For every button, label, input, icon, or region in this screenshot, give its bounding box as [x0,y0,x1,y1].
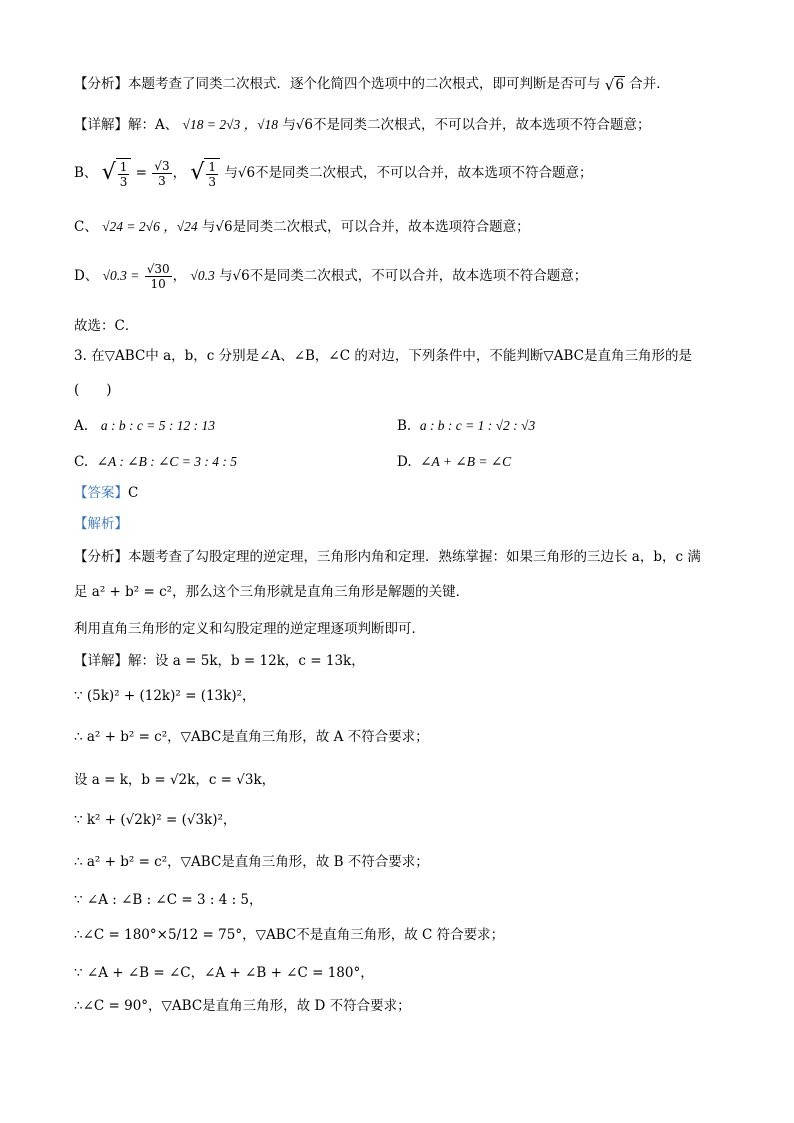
q3-step-3: ∴ a² + b² = c²，▽ABC是直角三角形，故 A 不符合要求； [74,729,429,745]
detail-c-rest: 与√6是同类二次根式，可以合并，故本选项符合题意； [201,219,530,235]
math-sqrt0.3: √0.3 = [102,268,140,283]
option-c: C. ∠A : ∠B : ∠C = 3 : 4 : 5 [74,454,238,470]
math-sqrt18: √18 = 2√3 ，√18 [182,117,279,132]
q3-step-8: ∴∠C = 180°×5/12 = 75°，▽ABC不是直角三角形，故 C 符合要求； [74,927,505,943]
q2-detail-a: 【详解】解：A、 √18 = 2√3 ，√18 与√6不是同类二次根式，不可以合并，故本选项不符合题意； [74,117,651,133]
math-sqrt24: √24 = 2√6 ，√24 [102,219,198,234]
analysis-tag: 【分析】 [74,76,128,92]
q3-step-9: ∵ ∠A + ∠B = ∠C，∠A + ∠B + ∠C = 180°， [74,965,374,981]
q2-detail-b: B、 √ $\frac{1}{3}$ = $\frac{√3}{3}$ ， √ $\frac{1}{3}$ 与√6不是同类二次根式，不可以合并，故本选项不符合题意； [74,159,593,189]
detail-a-rest: 与√6不是同类二次根式，不可以合并，故本选项不符合题意； [282,117,651,133]
q3-analysis-1: 【分析】本题考查了勾股定理的逆定理，三角形内角和定理．熟练掌握：如果三角形的三边长 a，b，c 满 [74,549,701,565]
option-b: B. a : b : c = 1 : √2 : √3 [397,418,536,434]
answer-value: C [128,485,139,501]
sqrt-6: √ 6 [604,75,624,94]
q2-detail-c: C、 √24 = 2√6 ，√24 与√6是同类二次根式，可以合并，故本选项符合题意； [74,219,530,235]
q2-choose: 故选：C． [74,318,139,334]
option-d: D. ∠A + ∠B = ∠C [397,454,512,470]
q3-stem: 3. 在▽ABC中 a，b，c 分别是∠A、∠B，∠C 的对边，下列条件中，不能判断▽ABC是直角三角形的是 [74,348,692,364]
q3-analysis-2: 足 a² + b² = c²，那么这个三角形就是直角三角形是解题的关键． [74,584,470,600]
q3-answer [74,483,138,503]
q2-detail-d: D、 √0.3 = $\frac{√30}{10}$ ， √0.3 与√6不是同类二次根式，不可以合并，故本选项不符合题意； [74,262,588,291]
detail-d-rest: 与√6不是同类二次根式，不可以合并，故本选项不符合题意； [219,268,588,284]
math-frac-sqrt3-3: $\frac{√3}{3}$ [154,159,170,188]
analysis-text: 本题考查了同类二次根式．逐个化简四个选项中的二次根式，即可判断是否可与 [128,76,601,92]
math-sqrt-1-3: √ $\frac{1}{3}$ [102,158,132,189]
q3-step-2: ∵ (5k)² + (12k)² = (13k)²， [74,688,256,704]
q3-paren: ( ) [74,382,112,398]
analysis-tail: 合并． [629,76,670,92]
q3-step-7: ∵ ∠A : ∠B : ∠C = 3 : 4 : 5， [74,892,263,908]
detail-b-rest: 与√6不是同类二次根式，不可以合并，故本选项不符合题意； [224,165,593,181]
q3-step-1: 【详解】解：设 a = 5k，b = 12k，c = 13k， [74,653,365,669]
q3-analysis-3: 利用直角三角形的定义和勾股定理的逆定理逐项判断即可． [74,621,425,637]
q3-explain-tag: 【解析】 [74,516,128,532]
q3-step-6: ∴ a² + b² = c²，▽ABC是直角三角形，故 B 不符合要求； [74,854,429,870]
q3-step-4: 设 a = k，b = √2k，c = √3k， [74,772,276,788]
q2-analysis [74,74,670,94]
q3-step-5: ∵ k² + (√2k)² = (√3k)²， [74,812,237,828]
detail-tag: 【详解】 [74,117,128,133]
q3-step-10: ∴∠C = 90°，▽ABC是直角三角形，故 D 不符合要求； [74,998,411,1014]
answer-tag: 【答案】 [74,485,128,501]
option-a: A. a : b : c = 5 : 12 : 13 [74,418,216,434]
